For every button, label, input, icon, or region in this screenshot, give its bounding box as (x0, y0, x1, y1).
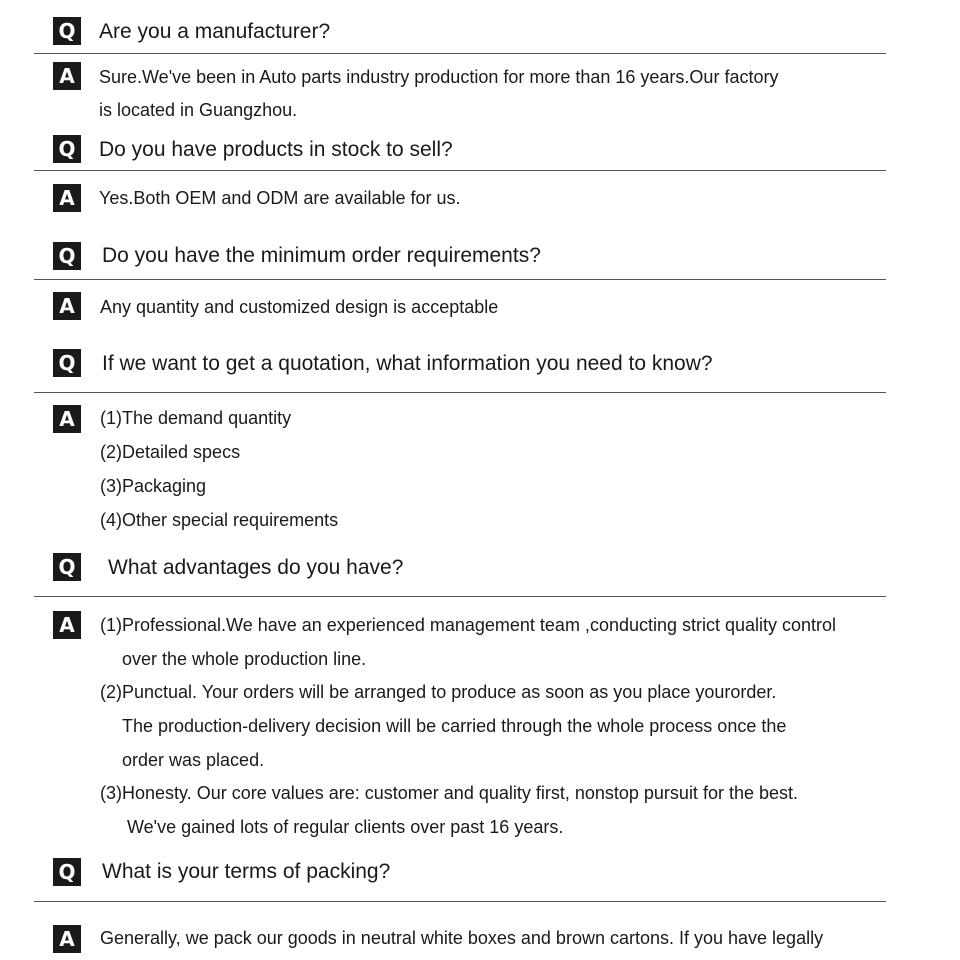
divider (34, 901, 886, 902)
divider (34, 170, 886, 171)
answer-5-line-3: (2)Punctual. Your orders will be arranged to produce as soon as you place yourorder. (100, 682, 777, 702)
answer-4-line-3: (3)Packaging (100, 476, 207, 496)
question-2: Do you have products in stock to sell? (99, 138, 453, 161)
answer-4-line-1: (1)The demand quantity (100, 408, 292, 428)
answer-4-line-4: (4)Other special requirements (100, 510, 339, 530)
question-5: What advantages do you have? (108, 556, 404, 579)
a-badge: A (53, 292, 81, 320)
divider (34, 596, 886, 597)
question-6: What is your terms of packing? (102, 860, 391, 883)
answer-5-line-5: order was placed. (122, 750, 265, 770)
answer-1-line-2: is located in Guangzhou. (99, 100, 298, 120)
a-badge: A (53, 62, 81, 90)
answer-4-line-2: (2)Detailed specs (100, 442, 241, 462)
a-badge: A (53, 184, 81, 212)
answer-5-line-4: The production-delivery decision will be carried through the whole process once the (122, 716, 787, 736)
q-badge: Q (53, 242, 81, 270)
divider (34, 53, 886, 54)
divider (34, 279, 886, 280)
q-badge: Q (53, 17, 81, 45)
divider (34, 392, 886, 393)
question-3: Do you have the minimum order requirements? (102, 244, 541, 267)
answer-2-line-1: Yes.Both OEM and ODM are available for us. (99, 188, 461, 208)
answer-1-line-1: Sure.We've been in Auto parts industry production for more than 16 years.Our factory (99, 67, 779, 87)
q-badge: Q (53, 553, 81, 581)
question-4: If we want to get a quotation, what information you need to know? (102, 352, 713, 375)
answer-5-line-2: over the whole production line. (122, 649, 367, 669)
answer-5-line-7: We've gained lots of regular clients over past 16 years. (127, 817, 564, 837)
q-badge: Q (53, 135, 81, 163)
answer-3-line-1: Any quantity and customized design is acceptable (100, 297, 499, 317)
answer-5-line-6: (3)Honesty. Our core values are: customer and quality first, nonstop pursuit for the best. (100, 783, 798, 803)
q-badge: Q (53, 349, 81, 377)
answer-6-line-1: Generally, we pack our goods in neutral white boxes and brown cartons. If you have legally (100, 928, 824, 948)
a-badge: A (53, 405, 81, 433)
a-badge: A (53, 611, 81, 639)
a-badge: A (53, 925, 81, 953)
q-badge: Q (53, 858, 81, 886)
question-1: Are you a manufacturer? (99, 20, 331, 43)
answer-5-line-1: (1)Professional.We have an experienced management team ,conducting strict quality control (100, 615, 837, 635)
